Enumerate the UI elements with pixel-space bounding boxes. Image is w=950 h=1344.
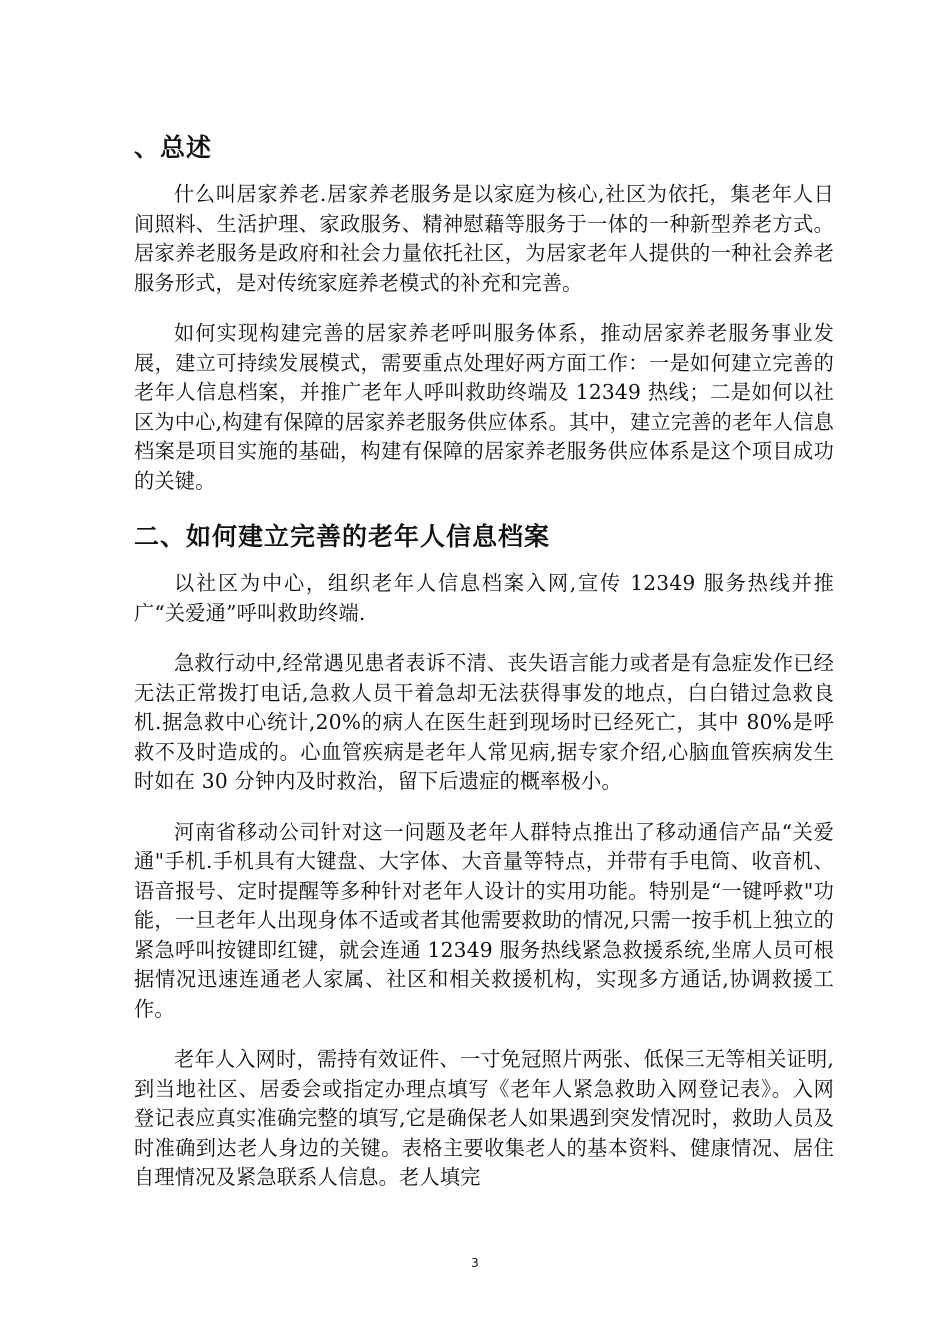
document-body xyxy=(134,128,834,1214)
paragraph-service-system-goals: 如何实现构建完善的居家养老呼叫服务体系，推动居家养老服务事业发展，建立可持续发展模式，需要重点处理好两方面工作：一是如何建立完善的老年人信息档案，并推广老年人呼叫救助终端及 12349 热线；二是如何以社区为中心,构建有保障的居家养老服务供应体系。其中，建立完善的老年人信息档案是项目实施的基础，构建有保障的居家养老服务供应体系是这个项目成功的关键。 xyxy=(134,321,834,493)
paragraph-emergency-rescue: 急救行动中,经常遇见患者表诉不清、丧失语言能力或者是有急症发作已经无法正常拨打电话,急救人员干着急却无法获得事发的地点，白白错过急救良机.据急救中心统计,20%的病人在医生赶到现场时已经死亡，其中 80%是呼救不及时造成的。心血管疾病是老年人常见病,据专家介绍,心脑血管疾病发生时如在 30 分钟内及时救治，留下后遗症的概率极小。 xyxy=(134,651,834,793)
page-number: 3 xyxy=(471,1256,479,1270)
section-heading-elderly-records: 二、如何建立完善的老年人信息档案 xyxy=(134,522,551,551)
paragraph-guanaitong-phone: 河南省移动公司针对这一问题及老年人群特点推出了移动通信产品“关爱通"手机.手机具有大键盘、大字体、大音量等特点，并带有手电筒、收音机、语音报号、定时提醒等多种针对老年人设计的实用功能。特别是“一键呼救"功能，一旦老年人出现身体不适或者其他需要救助的情况,只需一按手机上独立的紧急呼叫按键即红键，就会连通 12349 服务热线紧急救援系统,坐席人员可根据情况迅速连通老人家属、社区和相关救援机构，实现多方通话,协调救援工作。 xyxy=(134,819,834,1021)
paragraph-home-care-definition: 什么叫居家养老.居家养老服务是以家庭为核心,社区为依托，集老年人日间照料、生活护理、家政服务、精神慰藉等服务于一体的一种新型养老方式。居家养老服务是政府和社会力量依托社区，为居家老年人提供的一种社会养老服务形式，是对传统家庭养老模式的补充和完善。 xyxy=(134,182,834,295)
paragraph-registration: 老年人入网时，需持有效证件、一寸免冠照片两张、低保三无等相关证明,到当地社区、居委会或指定办理点填写《老年人紧急救助入网登记表》。入网登记表应真实准确完整的填写,它是确保老人如果遇到突发情况时，救助人员及时准确到达老人身边的关键。表格主要收集老人的基本资料、健康情况、居住自理情况及紧急联系人信息。老人填完 xyxy=(134,1047,834,1189)
paragraph-community-hotline: 以社区为中心，组织老年人信息档案入网,宣传 12349 服务热线并推广“关爱通”呼叫救助终端. xyxy=(134,571,834,625)
section-heading-overview: 、总述 xyxy=(134,133,213,162)
